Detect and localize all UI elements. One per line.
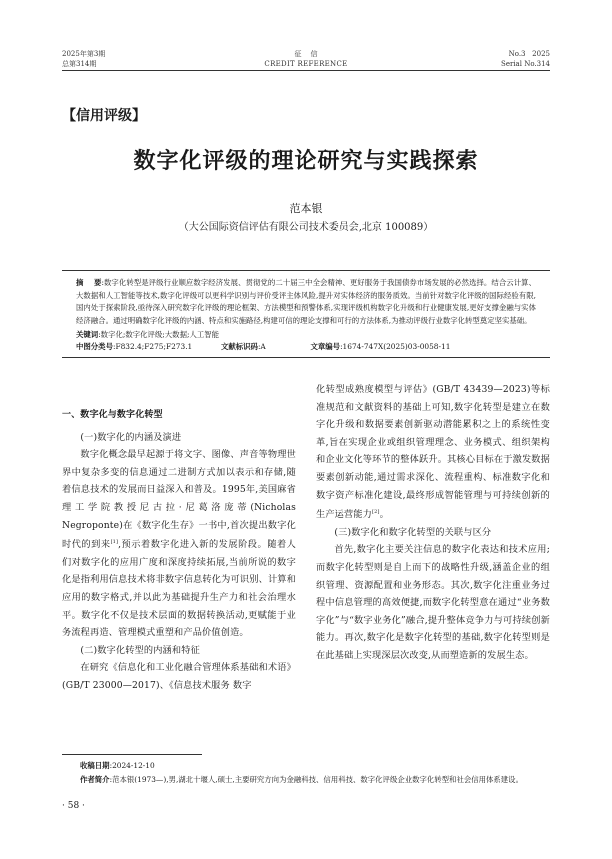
- received-date-line: [80, 760, 550, 773]
- header-rule: [62, 70, 550, 71]
- issue-number-en: No.3 2025: [508, 50, 550, 58]
- footnote-rule: [62, 754, 202, 755]
- keywords-text: :数字化;数字化评级;大数据;人工智能: [98, 330, 220, 339]
- subsection-heading-3: (三)数字化和数字化转型的关联与区分: [334, 526, 492, 538]
- author-bio-line: [80, 774, 550, 787]
- page-number: · 58 ·: [62, 801, 85, 811]
- journal-name-en: CREDIT REFERENCE: [264, 60, 348, 68]
- received-date: :2024-12-10: [109, 761, 155, 770]
- author-bio-text: :范本银(1973—),男,湖北十堰人,硕士,主要研究方向为金融科技、信用科技、数字化评级企业数字化转型和社会信用体系建设。: [109, 775, 523, 784]
- column-tag: 【信用评级】: [62, 108, 146, 124]
- journal-name-cn: 征 信: [294, 50, 318, 58]
- left-column: [62, 407, 296, 695]
- paragraph-2-end: 。: [379, 509, 389, 521]
- abstract-block: [76, 277, 536, 327]
- paragraph-2-cont-text: 化转型成熟度模型与评估》(GB/T 43439—2023)等标准规范和文献资料的基础上可知,数字化转型是建立在数字化升级和数据要素创新驱动潜能累积之上的系统性变革,旨在实现企业或组织管理理念、业务模式、组织架构和企业文化等环节的整体跃升。其核心目标在于激发数据要素创新动能,通过需求深化、流程重构、标准数字化和数字资产标准化建设,最终形成智能管理与可持续创新的生产运营能力: [316, 384, 550, 521]
- clc-value: :F832.4;F275;F273.1: [112, 342, 193, 351]
- doc-code-label: 文献标识码: [220, 342, 258, 351]
- abstract-bottom-rule: [62, 357, 550, 358]
- issue-year-line: 2025年第3期: [62, 50, 106, 58]
- author-name: 范本银: [289, 202, 323, 215]
- doc-code-value: :A: [257, 342, 266, 351]
- paragraph-1-tail: ,预示着数字化进入新的发展阶段。随着人们对数字化的应用广度和深度持续拓展,当前所说的数字化是指利用信息技术将非数字信息转化为可识别、计算和应用的数字格式,并以此为基础提升生产力和社会治理水平。数字化不仅是技术层面的数据转换活动,更赋能于业务流程再造、管理模式重塑和产品价值创造。: [62, 539, 296, 639]
- keywords-line: [76, 329, 536, 342]
- issue-total-line: 总第314期: [62, 60, 97, 68]
- section-heading-1: 一、数字化与数字化转型: [62, 410, 163, 420]
- serial-number-en: Serial No.314: [501, 60, 550, 68]
- keywords-label: 关键词: [76, 330, 99, 339]
- paragraph-1-text: 数字化概念最早起源于将文字、图像、声音等物理世界中复杂多变的信息通过二进制方式加以表示和存储,随着信息技术的发展而日益深入和普及。1995年,美国麻省理工学院教授尼古拉·尼葛洛庞蒂(Nicholas Negroponte)在《数字化生存》一书中,首次提出数字化时代的到来: [62, 449, 296, 551]
- author-affiliation: （大公国际资信评估有限公司技术委员会,北京 100089）: [178, 222, 434, 233]
- article-no-label: 文章编号: [310, 342, 341, 351]
- right-column: [316, 381, 550, 665]
- article-no-value: :1674-747X(2025)03-0058-11: [340, 342, 451, 351]
- paragraph-2-continued: [316, 381, 550, 524]
- reference-2: [2]: [372, 509, 380, 516]
- subsection-heading-1: (一)数字化的内涵及演进: [80, 431, 182, 443]
- subsection-heading-2: (二)数字化转型的内涵和特征: [80, 644, 200, 656]
- abstract-top-rule: [62, 270, 550, 271]
- author-bio-label: 作者简介: [80, 775, 110, 784]
- received-label: 收稿日期: [80, 761, 110, 770]
- paragraph-2: 在研究《信息化和工业化融合管理体系基础和术语》(GB/T 23000—2017)、《信息技术服务 数字: [62, 662, 296, 691]
- clc-label: 中图分类号: [76, 342, 113, 351]
- article-title: 数字化评级的理论研究与实践探索: [133, 148, 479, 174]
- classification-line: [76, 341, 536, 354]
- paragraph-3: 首先,数字化主要关注信息的数字化表达和技术应用;而数字化转型则是自上而下的战略性升级,涵盖企业的组织管理、资源配置和业务形态。其次,数字化注重业务过程中信息管理的高效便捷,而数字化转型意在通过“业务数字化”与“数字业务化”融合,提升整体竞争力与可持续创新能力。再次,数字化是数字化转型的基础,数字化转型则是在此基础上实现深层次改变,从而塑造新的发展生态。: [316, 544, 550, 661]
- paragraph-1: [62, 446, 296, 642]
- abstract-label: 摘 要: [76, 278, 102, 287]
- abstract-text: :数字化转型是评级行业顺应数字经济发展、贯彻党的二十届三中全会精神、更好服务于我国债券市场发展的必然选择。结合云计算、大数据和人工智能等技术,数字化评级可以更科学识别与评价受评主体风险,提升对实体经济的服务质效。当前针对数字化评级的国际经验有限,国内处于探索阶段,亟待深入研究数字化评级的理论框架、方法模型和预警体系,实现评级机构数字化升级和行业健康发展,更好支撑金融与实体经济融合。通过明确数字化评级的内涵、特点和实施路径,构建可信的理论支撑和可行的方法体系,为推动评级行业数字化转型奠定坚实基础。: [76, 278, 537, 325]
- reference-1: [1]: [110, 539, 119, 546]
